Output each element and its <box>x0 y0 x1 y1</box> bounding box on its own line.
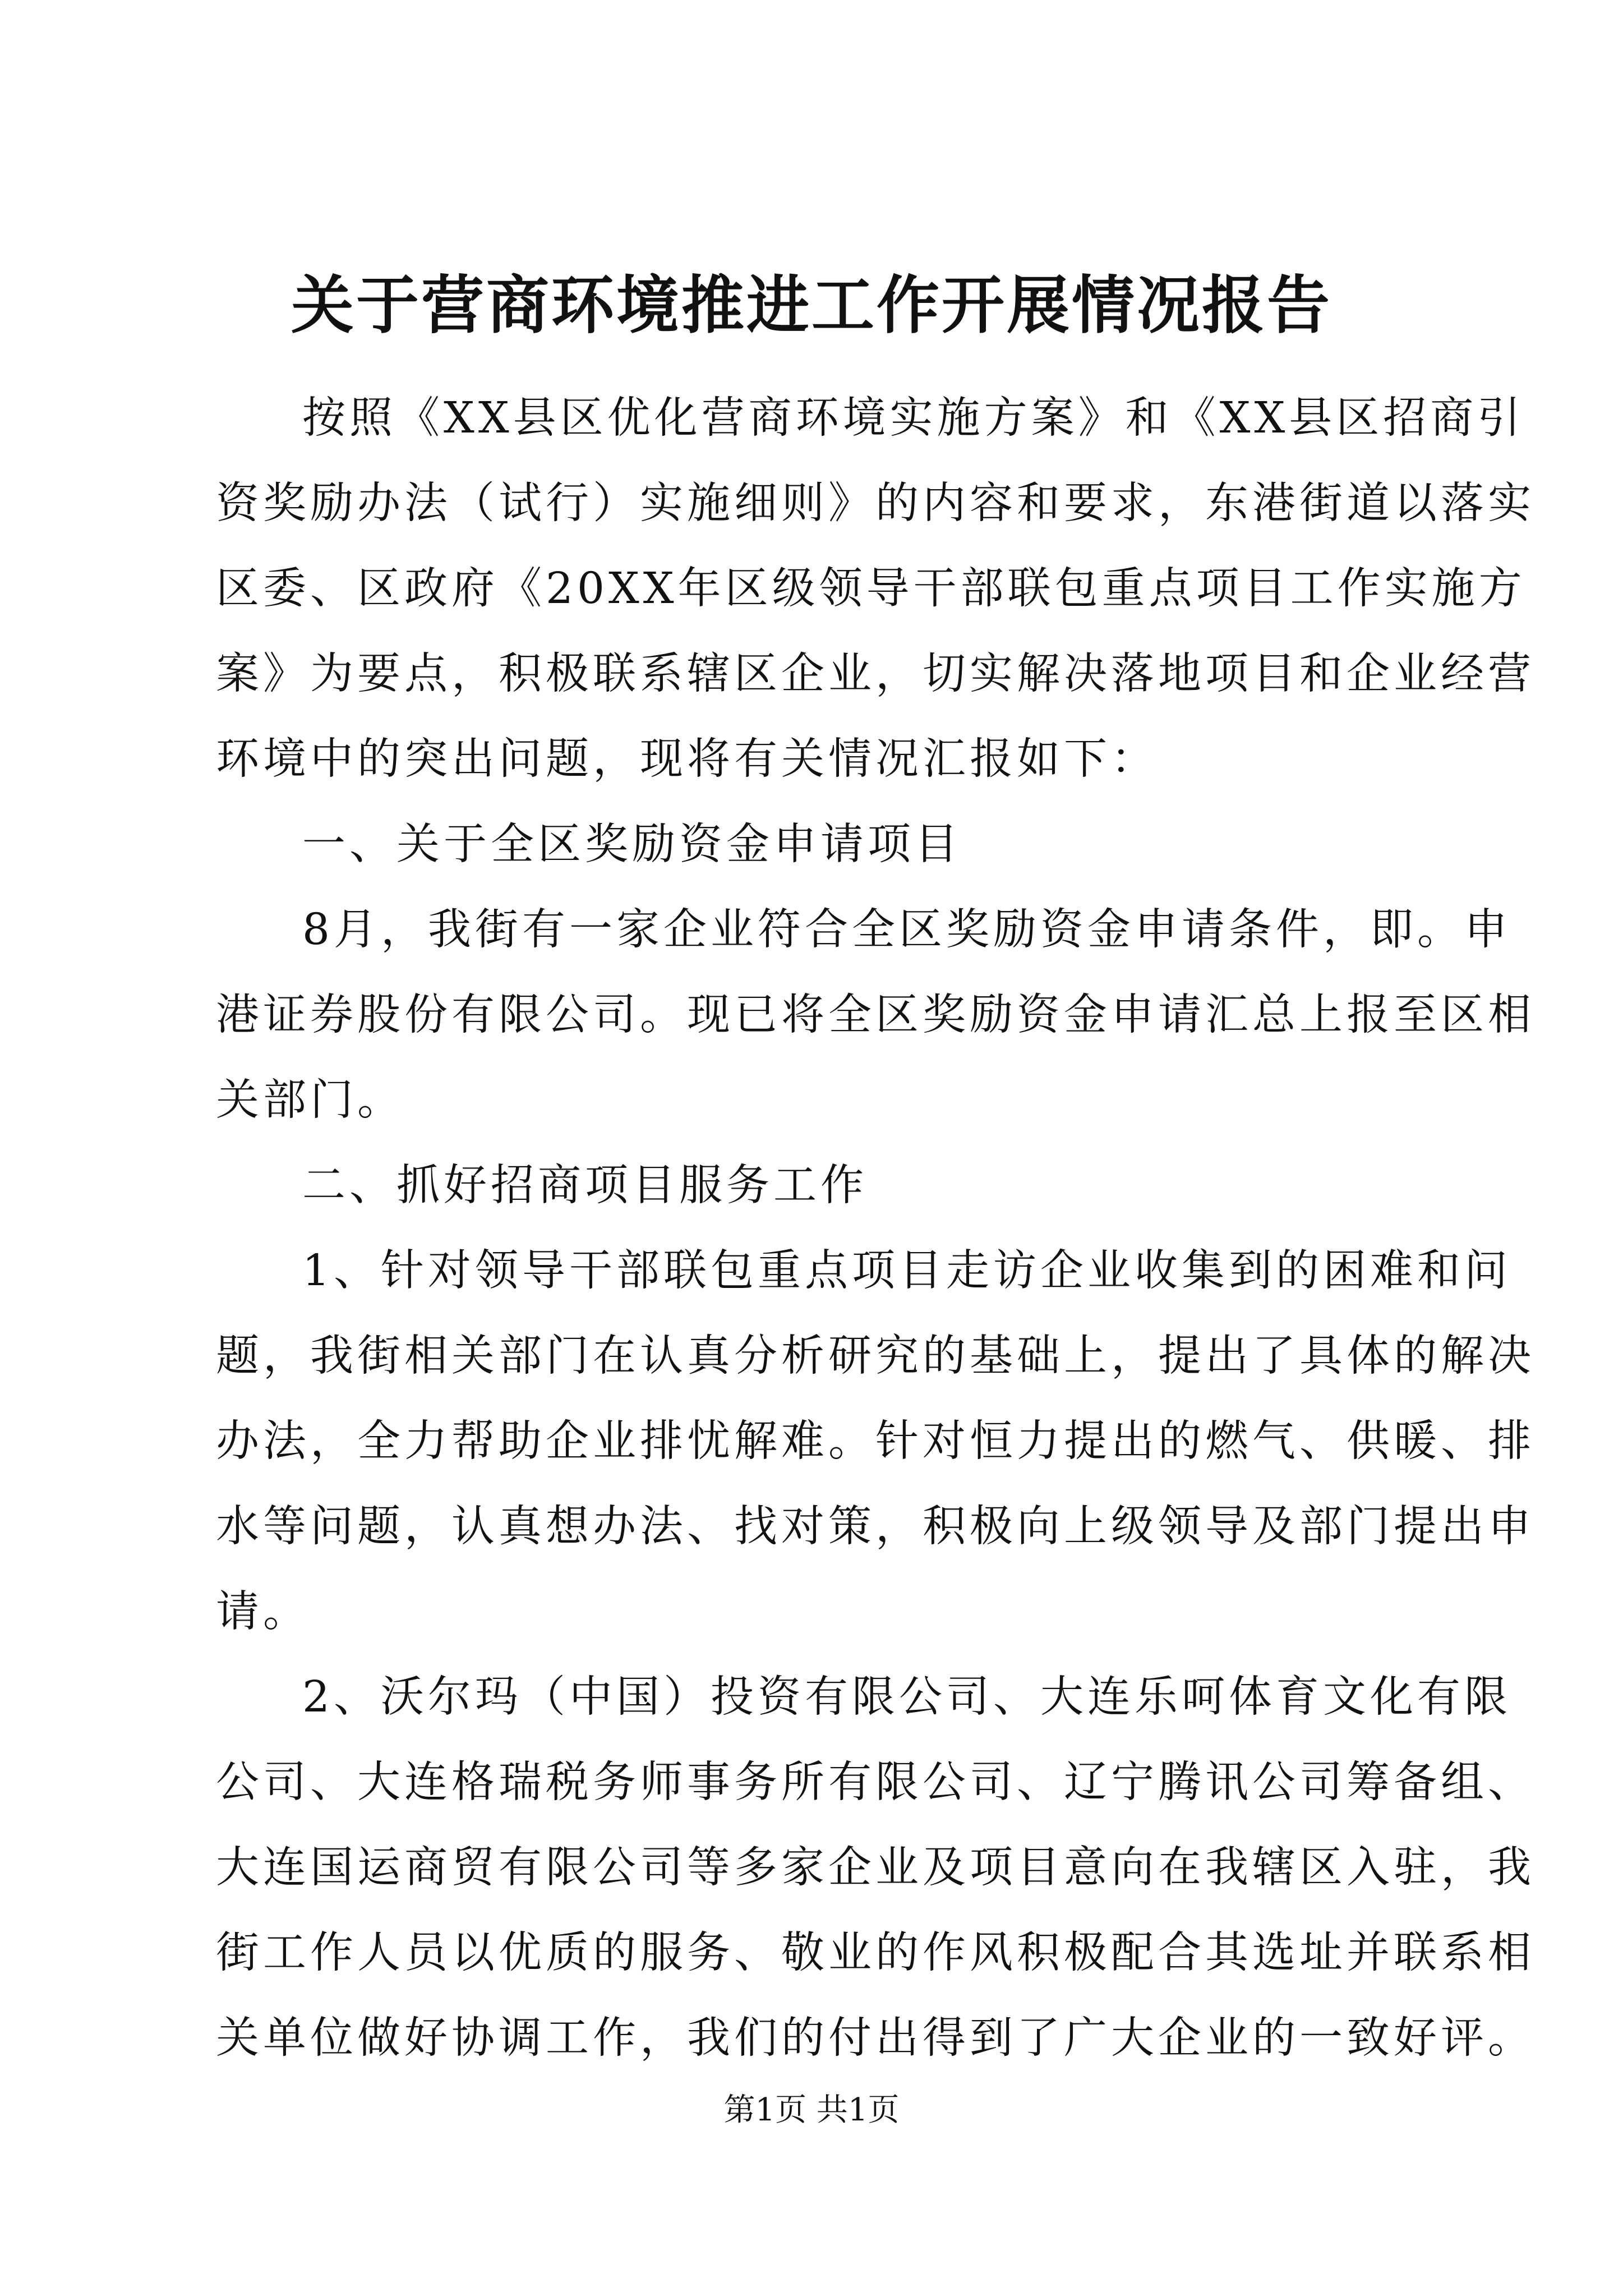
body-line: 公司、大连格瑞税务师事务所有限公司、辽宁腾讯公司筹备组、 <box>216 1757 1535 1807</box>
body-line: 案》为要点，积极联系辖区企业，切实解决落地项目和企业经营 <box>216 649 1535 699</box>
body-line: 环境中的突出问题，现将有关情况汇报如下： <box>216 734 1158 784</box>
body-line: 2、沃尔玛（中国）投资有限公司、大连乐呵体育文化有限 <box>302 1672 1511 1722</box>
body-line: 街工作人员以优质的服务、敬业的作风积极配合其选址并联系相 <box>216 1928 1535 1978</box>
body-line: 题，我街相关部门在认真分析研究的基础上，提出了具体的解决 <box>216 1331 1535 1381</box>
body-line: 港证券股份有限公司。现已将全区奖励资金申请汇总上报至区相 <box>216 990 1535 1040</box>
body-line: 水等问题，认真想办法、找对策，积极向上级领导及部门提出申 <box>216 1502 1535 1552</box>
page-footer: 第1页 共1页 <box>723 2092 900 2128</box>
body-line: 资奖励办法（试行）实施细则》的内容和要求，东港街道以落实 <box>216 478 1535 528</box>
section-heading: 一、关于全区奖励资金申请项目 <box>302 820 962 869</box>
body-line: 关部门。 <box>216 1075 404 1125</box>
body-line: 大连国运商贸有限公司等多家企业及项目意向在我辖区入驻，我 <box>216 1843 1535 1893</box>
document-title: 关于营商环境推进工作开展情况报告 <box>291 269 1332 342</box>
body-line: 8月，我街有一家企业符合全区奖励资金申请条件，即。申 <box>302 905 1511 955</box>
body-line: 办法，全力帮助企业排忧解难。针对恒力提出的燃气、供暖、排 <box>216 1416 1535 1466</box>
body-line: 1、针对领导干部联包重点项目走访企业收集到的困难和问 <box>302 1246 1511 1296</box>
body-line: 请。 <box>216 1587 310 1637</box>
document-body <box>216 376 1535 2081</box>
body-line: 区委、区政府《20XX年区级领导干部联包重点项目工作实施方 <box>216 564 1526 614</box>
body-line: 按照《XX县区优化营商环境实施方案》和《XX县区招商引 <box>302 393 1525 443</box>
section-heading: 二、抓好招商项目服务工作 <box>302 1161 868 1211</box>
body-line: 关单位做好协调工作，我们的付出得到了广大企业的一致好评。 <box>216 2013 1535 2063</box>
